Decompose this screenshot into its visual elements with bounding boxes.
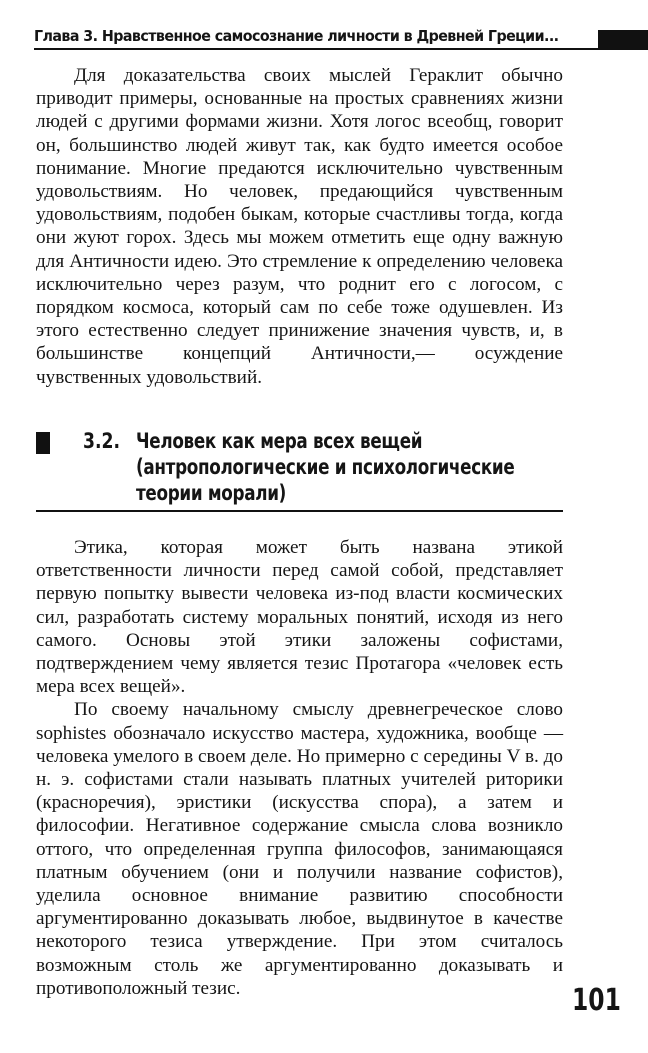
running-head-rule [34, 48, 614, 50]
running-head-bar [598, 30, 648, 50]
running-head [34, 26, 614, 50]
section-number: 3.2. [83, 429, 121, 453]
page-number: 101 [572, 983, 621, 1018]
paragraph: Этика, которая может быть названа этикой ответственности личности перед самой собой, представляет первую попытку вывести человека из-под власти космических сил, разработать систему моральных понятий, исходя из него самого. Основы этой этики заложены софистами, подтверждением чему является тезис Протагора «человек есть мера всех вещей». [36, 537, 563, 698]
section-rule [36, 510, 563, 512]
section-marker [36, 432, 50, 454]
body-text [36, 536, 563, 1000]
intro-text [36, 64, 563, 389]
paragraph: По своему начальному смыслу древнегреческое слово sophistes обозначало искусство мастера, художника, вообще — человека умелого в своем деле. Но примерно с середины V в. до н. э. софистами стали называть платных учителей риторики (красноречия), эристики (искусства спора), а затем и философии. Негативное содержание смысла слова возникло оттого, что определенная группа философов, занимающаяся платным обучением (они и получили название софистов), уделила основное внимание развитию способности аргументированно доказывать любое, выдвинутое в качестве некоторого тезиса утверждение. При этом считалось возможным столь же аргументированно доказывать и противоположный тезис. [36, 699, 563, 999]
running-head-title: Глава 3. Нравственное самосознание личности в Древней Греции... [34, 27, 559, 45]
paragraph: Для доказательства своих мыслей Гераклит обычно приводит примеры, основанные на простых сравнениях жизни людей с другими формами жизни. Хотя логос всеобщ, говорит он, большинство людей живут так, как будто имеется особое понимание. Многие предаются исключительно чувственным удовольствиям. Но человек, предающийся чувственным удовольствиям, подобен быкам, которые счастливы тогда, когда они жуют горох. Здесь мы можем отметить еще одну важную для Античности идею. Это стремление к определению человека исключительно через разум, что роднит его с логосом, с порядком космоса, который сам по себе тоже одушевлен. Из этого естественно следует принижение значения чувств, и, в большинстве концепций Античности,— осуждение чувственных удовольствий. [36, 65, 563, 388]
section-title: Человек как мера всех вещей (антропологические и психологические теории морали) [136, 429, 515, 505]
section-heading [36, 428, 563, 514]
